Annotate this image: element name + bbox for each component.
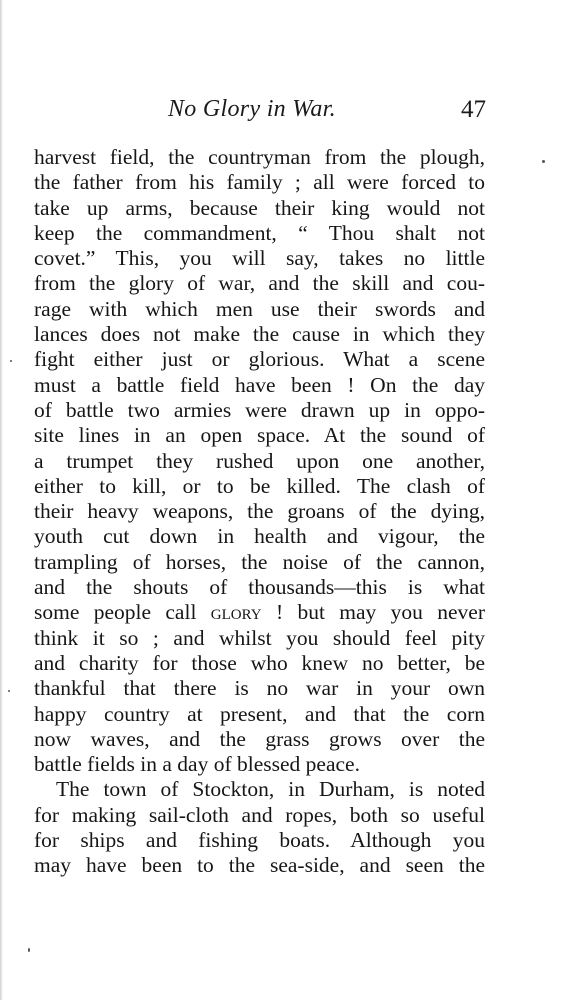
text-line: the father from his family ; all were forced to [34, 170, 485, 195]
text-line: and charity for those who knew no better, be [34, 650, 485, 675]
text-line: lances does not make the cause in which they [34, 322, 485, 347]
text-line: for ships and fishing boats. Although you [34, 828, 485, 853]
text-line: The town of Stockton, in Durham, is noted [56, 777, 485, 802]
text-line: fight either just or glorious. What a scene [34, 347, 485, 372]
text-line: harvest field, the countryman from the plough, [34, 145, 485, 169]
chapter-title: No Glory in War. [168, 96, 336, 122]
text-line: may have been to the sea-side, and seen the [34, 853, 485, 878]
print-speck [10, 360, 12, 362]
text-line: from the glory of war, and the skill and cou- [34, 271, 485, 296]
text-line: rage with which men use their swords and [34, 296, 485, 321]
glory-small-caps: glory [210, 600, 262, 625]
text-line: keep the commandment, “ Thou shalt not [34, 220, 485, 245]
text-line: covet.” This, you will say, takes no little [34, 246, 485, 271]
text-line: and the shouts of thousands—this is what [34, 575, 485, 600]
text-line-glory [34, 600, 485, 625]
print-speck [8, 690, 10, 692]
print-speck [28, 948, 30, 952]
text-line: trampling of horses, the noise of the cannon, [34, 549, 485, 574]
text-line: their heavy weapons, the groans of the dying, [34, 499, 485, 524]
text-line: a trumpet they rushed upon one another, [34, 448, 485, 473]
page-edge-shadow [0, 0, 3, 1000]
text-fragment: some people call [34, 600, 211, 625]
print-speck [542, 160, 545, 163]
text-line: of battle two armies were drawn up in oppo- [34, 397, 485, 422]
running-head [168, 96, 486, 130]
text-line: either to kill, or to be killed. The clash of [34, 473, 485, 498]
text-line: must a battle field have been ! On the day [34, 372, 485, 397]
text-line: thankful that there is no war in your own [34, 676, 485, 701]
text-line: battle fields in a day of blessed peace. [34, 752, 360, 777]
text-line: happy country at present, and that the corn [34, 701, 485, 726]
text-line: think it so ; and whilst you should feel pity [34, 625, 485, 650]
page-number: 47 [461, 96, 486, 123]
text-line: now waves, and the grass grows over the [34, 726, 485, 751]
text-line: site lines in an open space. At the sound of [34, 423, 485, 448]
text-line: take up arms, because their king would not [34, 195, 485, 220]
text-line: youth cut down in health and vigour, the [34, 524, 485, 549]
text-fragment: ! but may you never [261, 600, 485, 625]
text-line: for making sail-cloth and ropes, both so useful [34, 802, 485, 827]
body-text [34, 145, 485, 879]
